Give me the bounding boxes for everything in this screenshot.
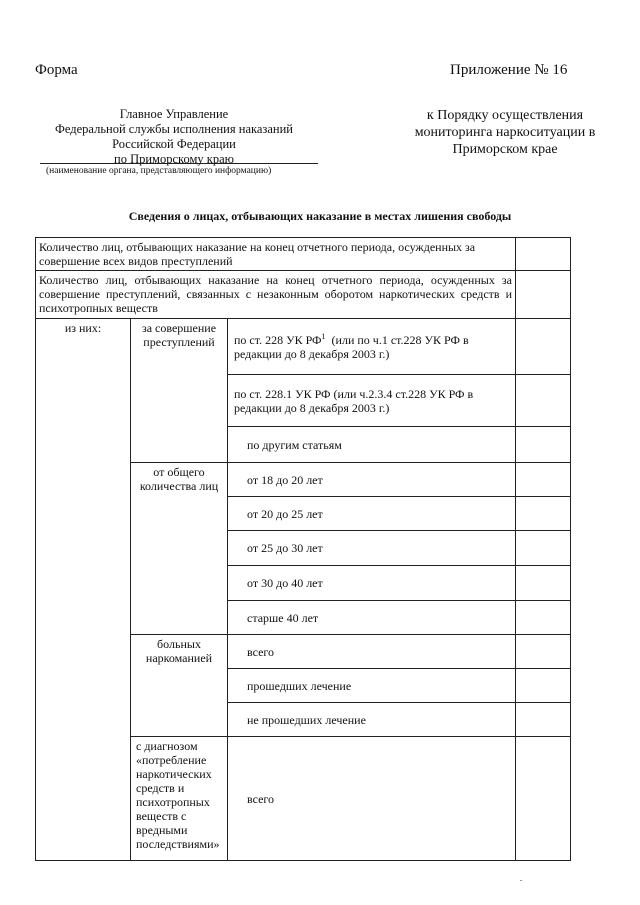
value-cell[interactable] <box>516 427 571 463</box>
value-cell[interactable] <box>516 375 571 427</box>
org-caption: (наименование органа, представляющего информацию) <box>46 166 272 176</box>
value-cell[interactable] <box>516 238 571 271</box>
page-mark <box>520 880 522 881</box>
organization-block <box>40 107 308 167</box>
addicts-untreated-label: не прошедших лечение <box>228 703 516 737</box>
document-title: Сведения о лицах, отбывающих наказание в местах лишения свободы <box>128 209 512 223</box>
age-20-25-label: от 20 до 25 лет <box>228 497 516 531</box>
age-18-20-label: от 18 до 20 лет <box>228 463 516 497</box>
appendix-number: Приложение № 16 <box>450 62 568 78</box>
article-228-label: по ст. 228 УК $РФ^1$ (или по ч.1 ст.228 УК РФ в редакции до 8 декабря 2003 г.) <box>228 319 516 375</box>
org-line-2: Федеральной службы исполнения наказаний <box>55 122 293 136</box>
value-cell[interactable] <box>516 271 571 319</box>
addicts-total-label: всего <box>228 635 516 669</box>
annex-note <box>405 107 605 158</box>
form-label: Форма <box>35 62 78 78</box>
value-cell[interactable] <box>516 635 571 669</box>
crimes-category-label: за совершение преступлений <box>131 319 228 463</box>
from-them-label: из них: <box>36 319 131 861</box>
age-category-label: от общего количества лиц <box>131 463 228 635</box>
annex-line-1: к Порядку осуществления <box>426 108 584 123</box>
org-line-1: Главное Управление <box>119 107 229 121</box>
org-line-4: по Приморскому краю <box>114 152 234 166</box>
age-30-40-label: от 30 до 40 лет <box>228 566 516 601</box>
value-cell[interactable] <box>516 531 571 566</box>
annex-line-3: Приморском крае <box>452 142 558 157</box>
annex-line-2: мониторинга наркоситуации в <box>414 125 596 140</box>
value-cell[interactable] <box>516 463 571 497</box>
table-row <box>36 271 571 319</box>
diagnosis-total-label: всего <box>228 737 516 861</box>
org-line-3: Российской Федерации <box>112 137 236 151</box>
org-underline <box>40 163 318 164</box>
diagnosis-category-label: с диагнозом «потребление наркотических средств и психотропных веществ с вредными последствиями» <box>131 737 228 861</box>
value-cell[interactable] <box>516 703 571 737</box>
addicts-treated-label: прошедших лечение <box>228 669 516 703</box>
table-row <box>36 319 571 375</box>
article-228-1-label: по ст. 228.1 УК РФ (или ч.2.3.4 ст.228 УК РФ в редакции до 8 декабря 2003 г.) <box>228 375 516 427</box>
age-25-30-label: от 25 до 30 лет <box>228 531 516 566</box>
value-cell[interactable] <box>516 566 571 601</box>
value-cell[interactable] <box>516 737 571 861</box>
value-cell[interactable] <box>516 669 571 703</box>
total-drugs-label: Количество лиц, отбывающих наказание на конец отчетного периода, осужденных за совершение преступлений, связанных с незаконным оборотом наркотических средств и психотропных веществ <box>36 271 516 319</box>
total-all-label: Количество лиц, отбывающих наказание на конец отчетного периода, осужденных за совершение всех видов преступлений <box>36 238 516 271</box>
age-over-40-label: старше 40 лет <box>228 601 516 635</box>
other-articles-label: по другим статьям <box>228 427 516 463</box>
value-cell[interactable] <box>516 497 571 531</box>
table-row <box>36 238 571 271</box>
addicts-category-label: больных наркоманией <box>131 635 228 737</box>
value-cell[interactable] <box>516 319 571 375</box>
value-cell[interactable] <box>516 601 571 635</box>
data-table <box>35 237 571 861</box>
